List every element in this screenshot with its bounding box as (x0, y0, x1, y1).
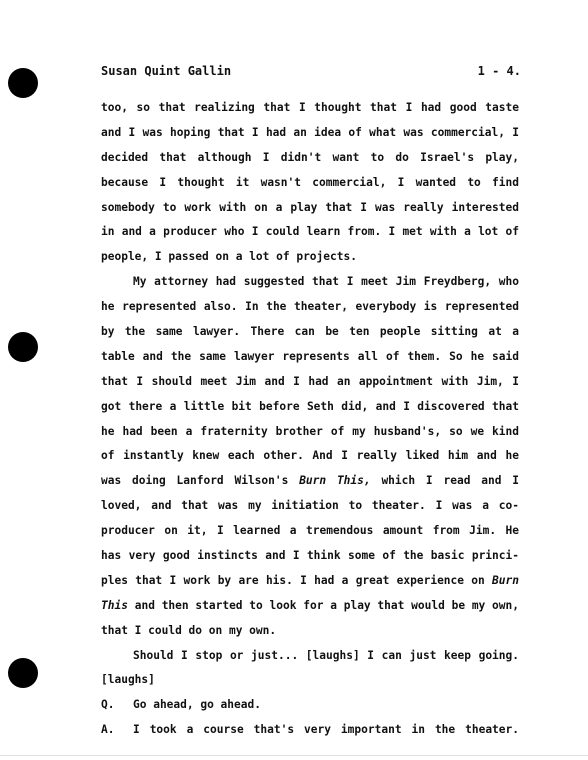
paragraph-should-i-stop (101, 644, 519, 694)
text-line: loved, and that was my initiation to theater. I was a co- (101, 499, 519, 513)
play-title: Burn (492, 573, 519, 587)
text-line: Should I stop or just... [laughs] I can just keep going. (133, 648, 519, 662)
header-name: Susan Quint Gallin (101, 64, 232, 78)
text-line: producer on it, I learned a tremendous amount from Jim. He (101, 524, 519, 538)
paragraph-attorney (101, 270, 519, 643)
text-line: of instantly knew each other. And I really liked him and he (101, 449, 519, 463)
text-line: table and the same lawyer represents all of them. So he said (101, 349, 519, 363)
text-segment: and then started to look for a play that would be my own, (127, 598, 519, 612)
text-line: My attorney had suggested that I meet Jim Freydberg, who (133, 275, 519, 289)
binder-hole-middle (8, 332, 38, 362)
text-line: somebody to work with on a play that I was really interested (101, 200, 519, 214)
text-line: [laughs] (101, 673, 155, 687)
binder-hole-top (8, 68, 38, 98)
text-segment: which I read and I (370, 474, 519, 488)
page-number: 1 - 4. (477, 64, 521, 78)
text-line: too, so that realizing that I thought that I had good taste (101, 101, 519, 114)
question-text: Go ahead, go ahead. (133, 698, 261, 712)
text-line: got there a little bit before Seth did, and I discovered that (101, 399, 519, 413)
play-title: This (101, 598, 128, 612)
text-line (101, 469, 519, 494)
transcript-body (101, 96, 519, 743)
text-line: that I could do on my own. (101, 623, 277, 637)
text-line: that I should meet Jim and I had an appointment with Jim, I (101, 374, 519, 388)
text-segment: ples that I work by are his. I had a great experience on (101, 573, 493, 587)
text-line: because I thought it wasn't commercial, I wanted to find (101, 175, 519, 189)
question-line (101, 693, 519, 718)
question-label: Q. (101, 698, 115, 712)
text-line: and I was hoping that I had an idea of what was commercial, I (101, 125, 519, 139)
play-title: Burn This, (299, 474, 371, 488)
text-line (101, 569, 519, 594)
text-segment: was doing Lanford Wilson's (101, 474, 300, 488)
page-bottom-edge (0, 755, 588, 756)
text-line: by the same lawyer. There can be ten people sitting at a (101, 325, 519, 339)
text-line: he represented also. In the theater, everybody is represented (101, 300, 519, 314)
text-line: in and a producer who I could learn from. I met with a lot of (101, 225, 519, 239)
text-line: he had been a fraternity brother of my husband's, so we kind (101, 424, 519, 438)
answer-text: I took a course that's very important in the theater. (133, 723, 519, 737)
answer-line (101, 718, 519, 743)
text-line: has very good instincts and I think some of the basic princi- (101, 549, 519, 563)
binder-hole-bottom (8, 658, 38, 688)
text-line: people, I passed on a lot of projects. (101, 250, 357, 264)
text-line: decided that although I didn't want to do Israel's play, (101, 150, 519, 164)
text-line (101, 594, 519, 619)
answer-label: A. (101, 723, 115, 737)
paragraph-continuation (101, 96, 519, 270)
